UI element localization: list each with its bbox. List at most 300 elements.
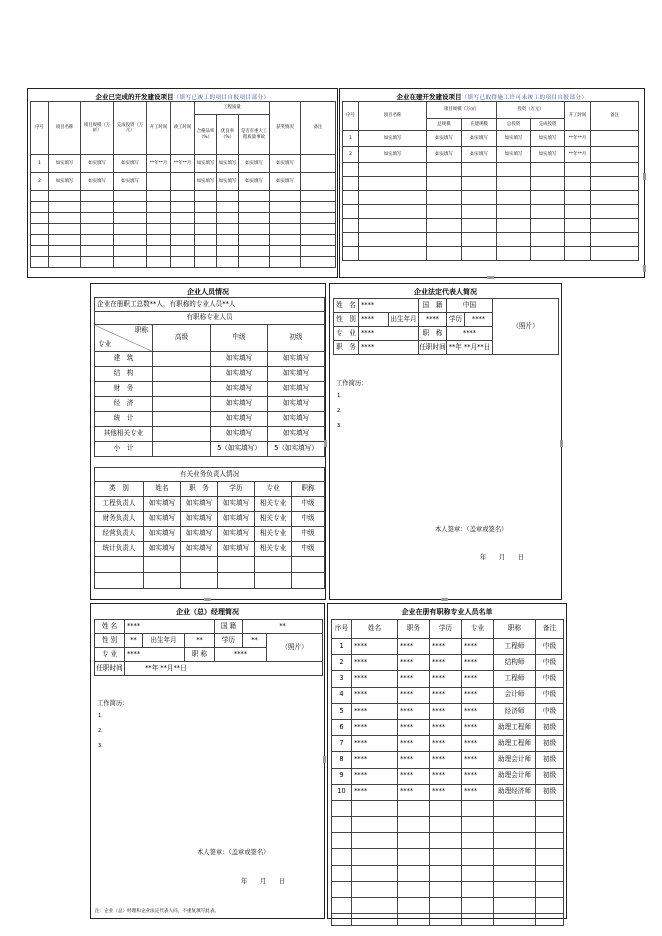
hdr-major-text: 专业 bbox=[98, 340, 112, 349]
cell: **** bbox=[462, 671, 494, 687]
cell: 相关专业 bbox=[255, 497, 292, 512]
cell: 助理工程师 bbox=[494, 736, 536, 752]
cell: 如实填写 bbox=[497, 131, 531, 147]
title-text: 企业已完成的开发建设项目 bbox=[95, 93, 174, 101]
hdr-scale: 项目规模（万㎡） bbox=[81, 102, 114, 155]
cell: **** bbox=[352, 719, 398, 735]
cell: **** bbox=[430, 784, 462, 800]
resume-label: 工作简历： bbox=[336, 380, 368, 387]
term-value: **年 **月**日 bbox=[447, 341, 493, 355]
cell: 工程师 bbox=[494, 639, 536, 655]
cell: 相关专业 bbox=[255, 542, 292, 557]
empty-row bbox=[95, 557, 325, 573]
staff-summary: 企业在册职工总数**人，有职称的专业人员**人 bbox=[95, 298, 325, 312]
table-row bbox=[343, 131, 639, 147]
cell: 2 bbox=[31, 173, 49, 191]
cell: 如实填写 bbox=[359, 147, 427, 163]
cell: 3 bbox=[332, 671, 352, 687]
cell: 如实填写 bbox=[239, 173, 270, 191]
staff-panel bbox=[90, 283, 326, 600]
resume-item: 3. bbox=[98, 743, 103, 749]
hdr-major: 专业 bbox=[462, 620, 494, 639]
cell: 中级 bbox=[536, 671, 564, 687]
legal-rep-table bbox=[333, 298, 559, 355]
cell: **** bbox=[398, 687, 430, 703]
hdr-major: 专业 bbox=[255, 482, 292, 497]
cell bbox=[301, 173, 336, 191]
resize-handle-right[interactable] bbox=[324, 440, 327, 447]
cell: 财 务 bbox=[95, 382, 153, 397]
hdr-type: 类 别 bbox=[95, 482, 144, 497]
cell: 经济师 bbox=[494, 703, 536, 719]
ongoing-projects-title bbox=[340, 92, 644, 101]
cell: 1 bbox=[31, 155, 49, 173]
term-label: 任职时间 bbox=[95, 662, 125, 676]
hdr-start: 开工时间 bbox=[565, 102, 591, 131]
completed-projects-panel bbox=[27, 88, 338, 278]
table-row bbox=[95, 442, 325, 457]
cell: **** bbox=[398, 719, 430, 735]
cell: **** bbox=[462, 784, 494, 800]
cell: 如实填写 bbox=[531, 131, 565, 147]
cell: 4 bbox=[332, 687, 352, 703]
empty-row bbox=[343, 247, 639, 261]
staff-subtitle: 有职称专业人员 bbox=[95, 312, 325, 325]
resize-handle-bottom[interactable] bbox=[204, 598, 211, 601]
birth-label: 出生年月 bbox=[389, 313, 419, 327]
roster-title: 企业在册有职称专业人员名单 bbox=[401, 608, 493, 616]
cell: **** bbox=[352, 671, 398, 687]
title-value: **** bbox=[215, 648, 267, 662]
cell bbox=[591, 131, 639, 147]
table-row bbox=[95, 427, 325, 442]
cell: 5（如实填写） bbox=[268, 442, 325, 457]
hdr-remark: 备注 bbox=[301, 102, 336, 155]
table-row bbox=[95, 382, 325, 397]
cell: **** bbox=[352, 768, 398, 784]
cell: 经营负责人 bbox=[95, 527, 144, 542]
birth-label: 出生年月 bbox=[143, 634, 185, 648]
staff-table bbox=[94, 297, 325, 457]
hdr-post: 职 务 bbox=[181, 482, 218, 497]
cell: 如实填写 bbox=[270, 155, 301, 173]
hdr-total-inv: 总投资 bbox=[497, 119, 531, 131]
table-row bbox=[343, 147, 639, 163]
cell: **** bbox=[430, 768, 462, 784]
cell: 如实填写 bbox=[211, 412, 268, 427]
resume-item: 1. bbox=[337, 393, 342, 399]
empty-row bbox=[343, 233, 639, 247]
resize-handle-right[interactable] bbox=[323, 756, 326, 763]
responsible-table bbox=[94, 467, 325, 589]
cell: 初级 bbox=[536, 752, 564, 768]
cell: 如实填写 bbox=[218, 542, 255, 557]
empty-row bbox=[343, 163, 639, 177]
table-row bbox=[332, 719, 564, 735]
cell: **** bbox=[430, 639, 462, 655]
hdr-pass-rate: 合格品率（%） bbox=[195, 115, 217, 155]
cell: 如实填写 bbox=[268, 412, 325, 427]
title-label: 职 称 bbox=[419, 327, 447, 341]
cell: 助理工程师 bbox=[494, 719, 536, 735]
hdr-scale: 项目规模（万㎡） bbox=[427, 102, 497, 119]
table-row bbox=[332, 671, 564, 687]
native-label: 国 籍 bbox=[419, 299, 447, 313]
major-value: **** bbox=[125, 648, 185, 662]
cell: 7 bbox=[332, 736, 352, 752]
ongoing-projects-table bbox=[342, 101, 639, 261]
empty-row bbox=[332, 800, 564, 816]
cell: 相关专业 bbox=[255, 527, 292, 542]
table-row bbox=[31, 173, 336, 191]
cell bbox=[301, 155, 336, 173]
table-row bbox=[95, 512, 325, 527]
cell: **** bbox=[398, 639, 430, 655]
cell: 如实填写 bbox=[218, 512, 255, 527]
cell: 如实填写 bbox=[268, 397, 325, 412]
cell: **** bbox=[462, 752, 494, 768]
roster-panel bbox=[327, 603, 567, 919]
cell: 2 bbox=[343, 147, 359, 163]
hdr-post: 职务 bbox=[398, 620, 430, 639]
table-row bbox=[31, 155, 336, 173]
empty-row bbox=[31, 224, 336, 235]
term-label: 任职时间 bbox=[419, 341, 447, 355]
hdr-seq: 序号 bbox=[31, 102, 49, 155]
signature-line: 本人签章：（盖章或签名） bbox=[435, 526, 508, 533]
resume-item: 2. bbox=[337, 408, 342, 414]
cell bbox=[171, 173, 195, 191]
cell: 如实填写 bbox=[268, 427, 325, 442]
cell: **** bbox=[352, 687, 398, 703]
cell: 中级 bbox=[292, 497, 325, 512]
empty-row bbox=[343, 219, 639, 233]
sex-value: **** bbox=[359, 313, 389, 327]
cell: 6 bbox=[332, 719, 352, 735]
hdr-remark: 备注 bbox=[536, 620, 564, 639]
cell: 如实填写 bbox=[144, 512, 181, 527]
hdr-seq: 序号 bbox=[332, 620, 352, 639]
table-row bbox=[332, 768, 564, 784]
table-row bbox=[332, 655, 564, 671]
cell: 1 bbox=[343, 131, 359, 147]
cell: **** bbox=[352, 655, 398, 671]
hdr-title: 职称 bbox=[292, 482, 325, 497]
date-line: 年 月 日 bbox=[480, 554, 525, 561]
cell: **** bbox=[430, 719, 462, 735]
legal-rep-title: 企业法定代表人简况 bbox=[414, 288, 477, 296]
empty-row bbox=[31, 202, 336, 213]
empty-row bbox=[332, 914, 564, 926]
name-value: **** bbox=[125, 620, 215, 634]
footnote: 注：企业（总）经理和企业法定代表人同，不重复填写此表。 bbox=[95, 909, 220, 914]
cell: **** bbox=[462, 768, 494, 784]
table-row bbox=[95, 497, 325, 512]
cell: 9 bbox=[332, 768, 352, 784]
table-row bbox=[332, 687, 564, 703]
manager-title: 企业（总）经理简况 bbox=[176, 608, 239, 616]
major-label: 专 业 bbox=[95, 648, 125, 662]
cell: 统计负责人 bbox=[95, 542, 144, 557]
completed-projects-title bbox=[28, 92, 337, 101]
edu-label: 学历 bbox=[215, 634, 243, 648]
table-row bbox=[95, 412, 325, 427]
cell: 统 计 bbox=[95, 412, 153, 427]
cell: 如实填写 bbox=[268, 382, 325, 397]
cell: 中级 bbox=[292, 512, 325, 527]
empty-row bbox=[343, 205, 639, 219]
cell: 如实填写 bbox=[195, 173, 217, 191]
roster-header bbox=[332, 620, 564, 639]
name-value: **** bbox=[359, 299, 419, 313]
cell: **** bbox=[430, 671, 462, 687]
cell: 如实填写 bbox=[268, 367, 325, 382]
cell: 10 bbox=[332, 784, 352, 800]
sex-label: 性 别 bbox=[334, 313, 359, 327]
cell: **** bbox=[398, 752, 430, 768]
cell: **** bbox=[430, 736, 462, 752]
cell: **** bbox=[462, 719, 494, 735]
cell: 如实填写 bbox=[218, 497, 255, 512]
native-label: 国 籍 bbox=[215, 620, 243, 634]
resize-handle-right[interactable] bbox=[643, 173, 646, 180]
cell: 工程师 bbox=[494, 671, 536, 687]
cell: **** bbox=[352, 784, 398, 800]
roster-table bbox=[331, 619, 564, 926]
cell: 助理会计师 bbox=[494, 768, 536, 784]
cell: 相关专业 bbox=[255, 512, 292, 527]
hdr-title: 职称 bbox=[494, 620, 536, 639]
cell: 如实填写 bbox=[211, 352, 268, 367]
cell: 如实填写 bbox=[181, 512, 218, 527]
cell: **** bbox=[398, 784, 430, 800]
cell: 如实填写 bbox=[81, 155, 114, 173]
edu-value: **** bbox=[465, 313, 493, 327]
hdr-senior: 高级 bbox=[153, 325, 211, 352]
cell: 经 济 bbox=[95, 397, 153, 412]
cell: **** bbox=[462, 655, 494, 671]
empty-row bbox=[332, 865, 564, 881]
hdr-name: 姓名 bbox=[352, 620, 398, 639]
cell: 如实填写 bbox=[497, 147, 531, 163]
table-row bbox=[332, 703, 564, 719]
cell: 如实填写 bbox=[239, 155, 270, 173]
manager-panel bbox=[90, 603, 325, 919]
table-row bbox=[332, 639, 564, 655]
hdr-excellent-rate: 优良率（%） bbox=[217, 115, 239, 155]
cell: **** bbox=[352, 639, 398, 655]
hdr-accident: 是否有重大工程质量事故 bbox=[239, 115, 270, 155]
cell: 如实填写 bbox=[144, 497, 181, 512]
cell: 结 构 bbox=[95, 367, 153, 382]
hdr-total: 总规模 bbox=[427, 119, 462, 131]
table-row bbox=[95, 367, 325, 382]
cell: **年**月 bbox=[147, 155, 171, 173]
cell: 初级 bbox=[536, 784, 564, 800]
name-label: 姓 名 bbox=[95, 620, 125, 634]
cell: **** bbox=[430, 752, 462, 768]
name-label: 姓 名 bbox=[334, 299, 359, 313]
cell: **** bbox=[398, 655, 430, 671]
cell: 助理经济师 bbox=[494, 784, 536, 800]
hdr-done-inv: 完成投资 bbox=[531, 119, 565, 131]
cell: 如实填写 bbox=[427, 147, 462, 163]
empty-row bbox=[332, 817, 564, 833]
cell: 如实填写 bbox=[531, 147, 565, 163]
hdr-name: 姓名 bbox=[144, 482, 181, 497]
cell: **** bbox=[398, 703, 430, 719]
title-text: 企业在建开发建设项目 bbox=[396, 93, 462, 101]
sex-label: 性 别 bbox=[95, 634, 125, 648]
cell: **年**月 bbox=[171, 155, 195, 173]
cell: 如实填写 bbox=[211, 427, 268, 442]
signature-line: 本人签章：（盖章或签名） bbox=[197, 849, 270, 856]
photo-placeholder: （照片） bbox=[267, 634, 323, 662]
cell bbox=[147, 173, 171, 191]
post-label: 职 务 bbox=[334, 341, 359, 355]
hdr-quality: 工程质量 bbox=[195, 102, 270, 115]
empty-row bbox=[343, 177, 639, 191]
table-row bbox=[332, 752, 564, 768]
hdr-name: 项目名称 bbox=[359, 102, 427, 131]
cell: **** bbox=[352, 752, 398, 768]
empty-row bbox=[332, 849, 564, 865]
completed-projects-table bbox=[30, 101, 336, 268]
cell: **** bbox=[352, 736, 398, 752]
cell: 如实填写 bbox=[49, 173, 81, 191]
legal-rep-panel bbox=[329, 283, 562, 600]
cell: 中级 bbox=[536, 639, 564, 655]
cell: 助理会计师 bbox=[494, 752, 536, 768]
term-value: **年 **月**日 bbox=[125, 662, 323, 676]
cell: **** bbox=[462, 703, 494, 719]
cell: 初级 bbox=[536, 719, 564, 735]
cell: 财务负责人 bbox=[95, 512, 144, 527]
cell: 如实填写 bbox=[114, 155, 147, 173]
empty-row bbox=[31, 257, 336, 268]
empty-row bbox=[332, 898, 564, 914]
cell: 1 bbox=[332, 639, 352, 655]
cell: 如实填写 bbox=[144, 542, 181, 557]
hdr-finish: 竣工时间 bbox=[171, 102, 195, 155]
cell: 其他相关专业 bbox=[95, 427, 153, 442]
cell: **年**月 bbox=[565, 131, 591, 147]
table-row bbox=[95, 397, 325, 412]
cell: 中级 bbox=[536, 687, 564, 703]
title-note: （填写已竣工的项目自报项目部分） bbox=[173, 95, 270, 101]
resume-item: 2. bbox=[98, 728, 103, 734]
cell: 如实填写 bbox=[181, 497, 218, 512]
cell: 建 筑 bbox=[95, 352, 153, 367]
cell: 5（如实填写） bbox=[211, 442, 268, 457]
cell: **** bbox=[430, 703, 462, 719]
cell: 中级 bbox=[292, 542, 325, 557]
cell: 如实填写 bbox=[217, 173, 239, 191]
birth-value: ** bbox=[185, 634, 215, 648]
hdr-investment: 完成投资（万元） bbox=[114, 102, 147, 155]
major-value: **** bbox=[359, 327, 419, 341]
cell: 如实填写 bbox=[181, 527, 218, 542]
cell: 工程负责人 bbox=[95, 497, 144, 512]
resize-handle-bottom[interactable] bbox=[441, 598, 448, 601]
cell: 如实填写 bbox=[211, 367, 268, 382]
cell: 初级 bbox=[536, 768, 564, 784]
native-value: ** bbox=[243, 620, 323, 634]
empty-row bbox=[95, 573, 325, 589]
title-note: （填写已取得施工许可未竣工的项目自报部分） bbox=[461, 95, 588, 101]
cell: 中级 bbox=[292, 527, 325, 542]
resize-handle-bottom[interactable] bbox=[487, 276, 494, 279]
cell: 结构师 bbox=[494, 655, 536, 671]
manager-table bbox=[94, 619, 323, 676]
empty-row bbox=[31, 246, 336, 257]
cell: **** bbox=[352, 703, 398, 719]
resize-handle-right[interactable] bbox=[643, 265, 646, 272]
table-row bbox=[95, 527, 325, 542]
cell: 如实填写 bbox=[268, 352, 325, 367]
hdr-start: 开工时间 bbox=[147, 102, 171, 155]
empty-row bbox=[332, 833, 564, 849]
cell: 初级 bbox=[536, 736, 564, 752]
cell: 小 计 bbox=[95, 442, 153, 457]
hdr-mid: 中级 bbox=[211, 325, 268, 352]
cell: **** bbox=[462, 736, 494, 752]
cell: 5 bbox=[332, 703, 352, 719]
responsible-title: 有关业务负责人情况 bbox=[95, 468, 325, 482]
cell: 如实填写 bbox=[217, 155, 239, 173]
cell: **** bbox=[398, 768, 430, 784]
resume-label: 工作简历： bbox=[97, 700, 129, 707]
sex-value: ** bbox=[125, 634, 143, 648]
native-value: 中国 bbox=[447, 299, 493, 313]
birth-value: **** bbox=[419, 313, 447, 327]
cell: 如实填写 bbox=[49, 155, 81, 173]
cell: 如实填写 bbox=[462, 147, 497, 163]
resize-handle-right[interactable] bbox=[560, 440, 563, 447]
cell: 会计师 bbox=[494, 687, 536, 703]
hdr-title-text: 职称 bbox=[134, 326, 148, 334]
empty-row bbox=[31, 191, 336, 202]
empty-row bbox=[332, 881, 564, 897]
cell: 如实填写 bbox=[270, 173, 301, 191]
resume-item: 1. bbox=[98, 713, 103, 719]
cell: 如实填写 bbox=[114, 173, 147, 191]
cell: **** bbox=[430, 687, 462, 703]
hdr-investment: 投资（万元） bbox=[497, 102, 565, 119]
hdr-major-title bbox=[95, 325, 153, 352]
hdr-name: 项目名称 bbox=[49, 102, 81, 155]
cell: 如实填写 bbox=[462, 131, 497, 147]
empty-row bbox=[31, 235, 336, 246]
cell: 中级 bbox=[536, 655, 564, 671]
cell: **** bbox=[398, 736, 430, 752]
cell: **** bbox=[462, 639, 494, 655]
cell bbox=[591, 147, 639, 163]
cell: 如实填写 bbox=[359, 131, 427, 147]
cell: 如实填写 bbox=[144, 527, 181, 542]
cell: 如实填写 bbox=[81, 173, 114, 191]
date-line: 年 月 日 bbox=[241, 878, 286, 885]
empty-row bbox=[343, 191, 639, 205]
cell: 中级 bbox=[536, 703, 564, 719]
photo-placeholder: （照片） bbox=[493, 299, 559, 355]
cell: **** bbox=[462, 687, 494, 703]
cell: 如实填写 bbox=[211, 382, 268, 397]
hdr-edu: 学历 bbox=[218, 482, 255, 497]
hdr-edu: 学历 bbox=[430, 620, 462, 639]
table-row bbox=[95, 352, 325, 367]
hdr-junior: 初级 bbox=[268, 325, 325, 352]
